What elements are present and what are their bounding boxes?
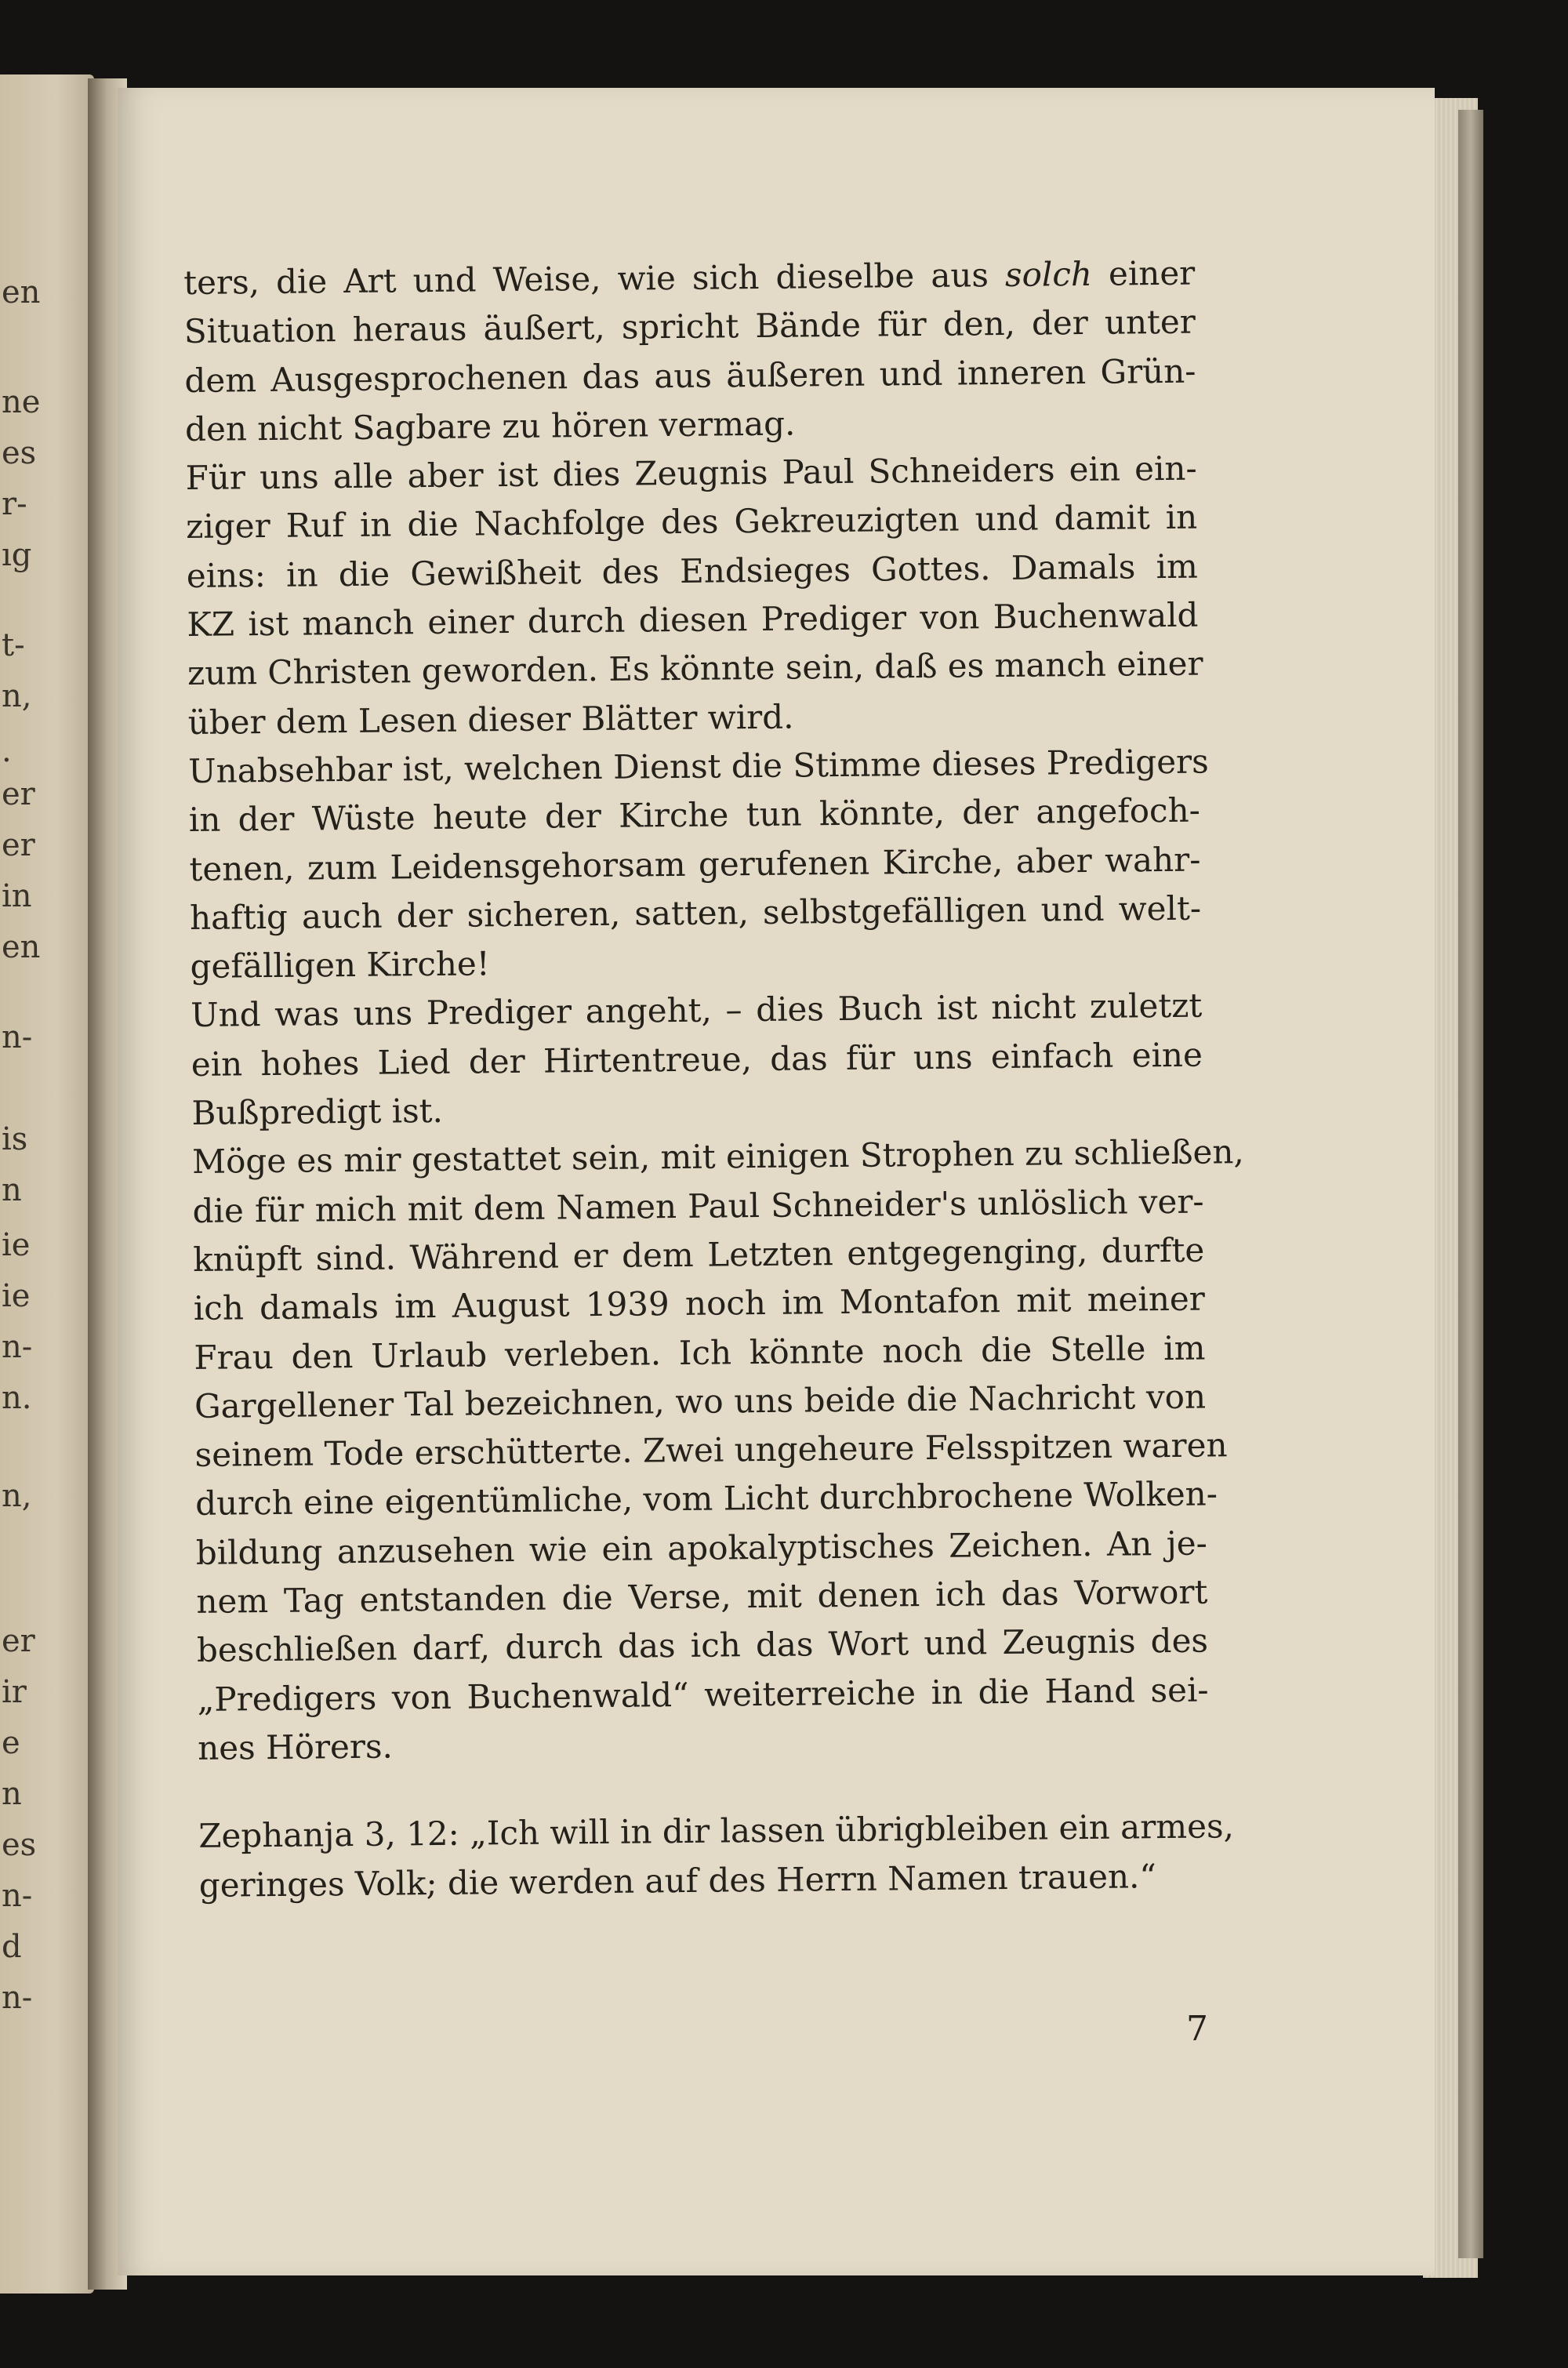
text-line	[184, 298, 1196, 357]
text-segment: bildung anzusehen wie ein apokalyptisches Zeichen. An je-	[195, 1524, 1208, 1572]
left-facing-page	[0, 74, 94, 2294]
left-page-text-fragment: en	[2, 929, 41, 965]
text-segment: dem Ausgesprochenen das aus äußeren und inneren Grün-	[184, 351, 1196, 400]
text-segment: in der Wüste heute der Kirche tun könnte, der angefoch-	[188, 790, 1201, 840]
text-segment: Situation heraus äußert, spricht Bände für den, der unter	[183, 302, 1196, 351]
text-segment: eins: in die Gewißheit des Endsieges Gottes. Damals im	[186, 547, 1199, 595]
text-line	[197, 1617, 1209, 1676]
text-line	[191, 1030, 1203, 1089]
text-segment: zum Christen geworden. Es könnte sein, daß es manch einer	[187, 644, 1203, 693]
left-page-text-fragment: n-	[2, 1329, 33, 1365]
text-segment: gefälligen Kirche!	[190, 944, 490, 986]
text-line	[190, 884, 1202, 942]
left-page-text-fragment: ie	[2, 1227, 31, 1263]
left-page-text-fragment: t-	[2, 627, 25, 663]
left-page-text-fragment: n,	[2, 678, 32, 714]
text-segment: KZ ist manch einer durch diesen Prediger von Buchenwald	[187, 595, 1199, 645]
left-page-text-fragment: in	[2, 878, 32, 914]
text-segment: ters, die Art und Weise, wie sich dieselbe aus	[183, 255, 1006, 302]
text-segment: „Predigers von Buchenwald“ weiterreiche in die Hand sei-	[197, 1670, 1209, 1719]
text-segment: durch eine eigentümliche, vom Licht durchbrochene Wolken-	[195, 1474, 1218, 1524]
italic-word: solch	[1004, 254, 1093, 294]
left-page-text-fragment: er	[2, 1623, 35, 1659]
left-page-text-fragment: r-	[2, 486, 27, 522]
book-cover-edge	[1458, 110, 1483, 2258]
left-page-text-fragment: n-	[2, 1980, 33, 2016]
text-segment: tenen, zum Leidensgehorsam gerufenen Kirche, aber wahr-	[189, 840, 1201, 888]
left-page-text-fragment: n-	[2, 1019, 33, 1055]
text-line	[189, 786, 1201, 845]
text-segment: Frau den Urlaub verleben. Ich könnte noch die Stelle im	[194, 1328, 1206, 1377]
text-segment: Gargellener Tal bezeichnen, wo uns beide die Nachricht von	[194, 1377, 1207, 1426]
left-page-text-fragment: ir	[2, 1674, 27, 1710]
text-line	[194, 1275, 1206, 1334]
text-segment: beschließen darf, durch das ich das Wort und Zeugnis des	[196, 1621, 1209, 1670]
left-page-text-fragment: n,	[2, 1478, 32, 1514]
left-page-text-fragment: er	[2, 776, 35, 812]
text-line	[184, 347, 1196, 405]
left-page-text-fragment: er	[2, 827, 35, 863]
text-segment: Unabsehbar ist, welchen Dienst die Stimme dieses Predigers	[188, 742, 1209, 790]
left-page-text-fragment: n-	[2, 1878, 33, 1914]
page-number: 7	[1186, 2009, 1208, 2049]
text-segment: seinem Tode erschütterte. Zwei ungeheure Felsspitzen waren	[194, 1426, 1228, 1475]
left-page-text-fragment: ıg	[2, 537, 32, 573]
left-page-text-fragment: ne	[2, 384, 41, 420]
left-page-text-fragment: es	[2, 435, 37, 471]
scripture-quote-line: Zephanja 3, 12: „Ich will in dir lassen übrigbleiben ein armes,	[198, 1807, 1235, 1856]
left-page-text-fragment: e	[2, 1725, 20, 1761]
left-page-text-fragment: n	[2, 1776, 22, 1812]
text-segment: ich damals im August 1939 noch im Montafon mit meiner	[193, 1279, 1206, 1328]
text-segment: einer	[1091, 253, 1196, 293]
scripture-quote-line: geringes Volk; die werden auf des Herrn Namen trauen.“	[198, 1856, 1157, 1905]
left-page-text-fragment: en	[2, 274, 41, 311]
text-line	[197, 1665, 1209, 1724]
page-body-text	[183, 249, 1244, 1910]
left-page-text-fragment: n.	[2, 1380, 32, 1416]
text-segment: knüpft sind. Während er dem Letzten entgegenging, durfte	[193, 1230, 1205, 1279]
left-page-text-fragment: es	[2, 1827, 37, 1863]
text-segment: die für mich mit dem Namen Paul Schneider's unlöslich ver-	[192, 1182, 1204, 1230]
text-segment: ziger Ruf in die Nachfolge des Gekreuzigten und damit in	[186, 498, 1198, 547]
left-page-text-fragment: d	[2, 1929, 22, 1965]
text-segment: über dem Lesen dieser Blätter wird.	[187, 697, 794, 742]
text-line	[187, 640, 1203, 699]
left-page-text-fragment: ie	[2, 1278, 31, 1314]
left-page-text-fragment: is	[2, 1121, 28, 1157]
text-segment: den nicht Sagbare zu hören vermag.	[184, 404, 796, 449]
text-line	[191, 1128, 1244, 1187]
text-segment: Für uns alle aber ist dies Zeugnis Paul Schneiders ein ein-	[185, 449, 1197, 498]
left-page-text-fragment: .	[2, 733, 12, 769]
text-segment: haftig auch der sicheren, satten, selbstgefälligen und welt-	[189, 888, 1202, 937]
text-segment: Möge es mir gestattet sein, mit einigen Strophen zu schließen,	[191, 1132, 1244, 1182]
left-page-text-fragment: n	[2, 1172, 22, 1208]
text-segment: nes Hörers.	[197, 1727, 394, 1767]
text-segment: ein hohes Lied der Hirtentreue, das für uns einfach eine	[191, 1035, 1203, 1084]
text-segment: Bußpredigt ist.	[191, 1091, 444, 1132]
text-segment: nem Tag entstanden die Verse, mit denen ich das Vorwort	[196, 1572, 1208, 1621]
text-segment: Und was uns Prediger angeht, – dies Buch ist nicht zuletzt	[191, 986, 1203, 1035]
